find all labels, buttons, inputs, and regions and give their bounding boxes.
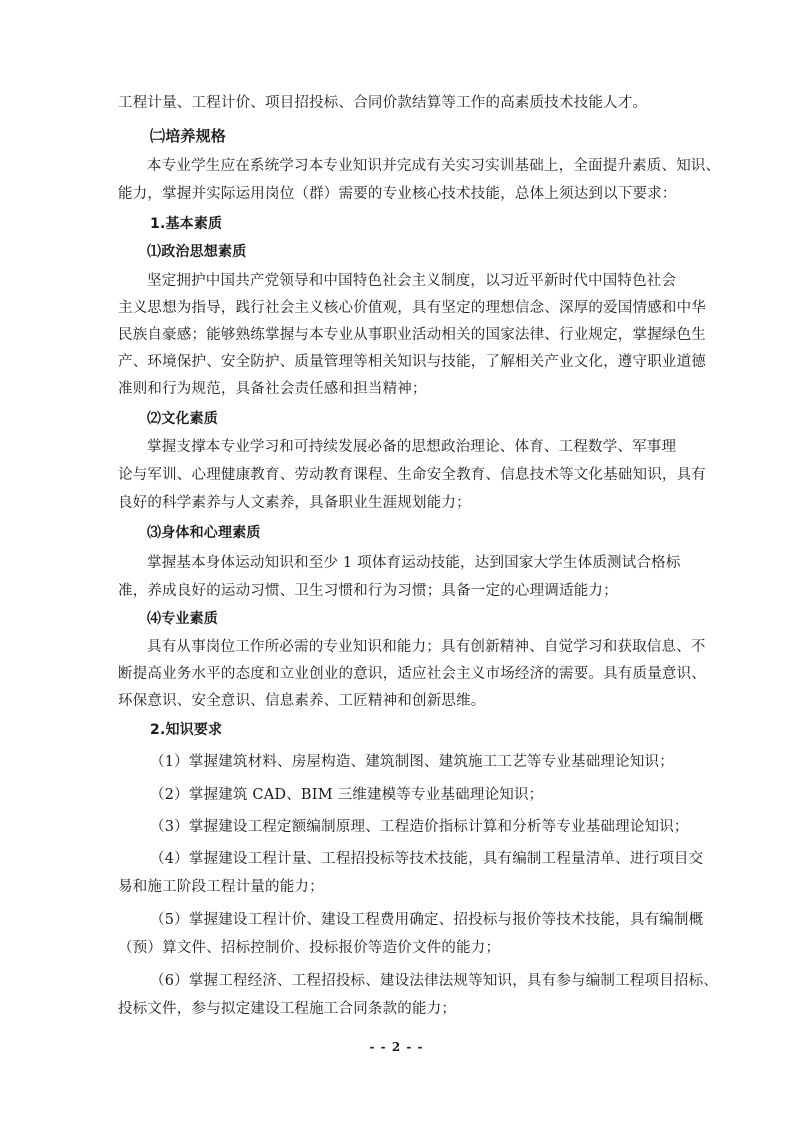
paragraph-line: 产、环境保护、安全防护、质量管理等相关知识与技能，了解相关产业文化，遵守职业道德 [118, 354, 706, 370]
list-item: （1）掌握建筑材料、房屋构造、建筑制图、建筑施工工艺等专业基础理论知识； [150, 754, 674, 770]
list-item: （6）掌握工程经济、工程招投标、建设法律法规等知识，具有参与编制工程项目招标、 [150, 973, 719, 989]
item-heading: ⑶身体和心理素质 [147, 525, 261, 541]
list-item: （预）算文件、招标控制价、投标报价等造价文件的能力； [118, 940, 501, 956]
paragraph-line: 本专业学生应在系统学习本专业知识并完成有关实习实训基础上，全面提升素质、知识、 [147, 158, 721, 174]
list-item: 易和施工阶段工程计量的能力； [118, 879, 324, 895]
paragraph-line: 掌握基本身体运动知识和至少 1 项体育运动技能，达到国家大学生体质测试合格标 [147, 555, 681, 571]
list-item: （5）掌握建设工程计价、建设工程费用确定、招投标与报价等技术技能，具有编制概 [150, 912, 704, 928]
item-heading: ⑷专业素质 [147, 611, 218, 627]
list-item: 投标文件，参与拟定建设工程施工合同条款的能力； [118, 1001, 457, 1017]
subsection-heading: 1.基本素质 [150, 216, 223, 232]
list-item: （4）掌握建设工程计量、工程招投标等技术技能，具有编制工程量清单、进行项目交 [150, 851, 704, 867]
paragraph-line: 能力，掌握并实际运用岗位（群）需要的专业核心技术技能，总体上须达到以下要求： [118, 186, 677, 202]
paragraph-line: 具有从事岗位工作所必需的专业知识和能力；具有创新精神、自觉学习和获取信息、不 [147, 639, 706, 655]
paragraph-line: 坚定拥护中国共产党领导和中国特色社会主义制度，以习近平新时代中国特色社会 [147, 273, 677, 289]
paragraph-line: 环保意识、安全意识、信息素养、工匠精神和创新思维。 [118, 693, 486, 709]
paragraph-line: 工程计量、工程计价、项目招投标、合同价款结算等工作的高素质技术技能人才。 [118, 95, 648, 111]
page-number: - - 2 - - [369, 1040, 424, 1054]
item-heading: ⑴政治思想素质 [147, 244, 247, 260]
list-item: （3）掌握建设工程定额编制原理、工程造价指标计算和分析等专业基础理论知识； [150, 819, 689, 835]
paragraph-line: 论与军训、心理健康教育、劳动教育课程、生命安全教育、信息技术等文化基础知识，具有 [118, 467, 706, 483]
paragraph-line: 良好的科学素养与人文素养，具备职业生涯规划能力； [118, 495, 471, 511]
paragraph-line: 民族自豪感；能够熟练掌握与本专业从事职业活动相关的国家法律、行业规定，掌握绿色生 [118, 327, 706, 343]
section-heading: ㈡培养规格 [150, 127, 227, 145]
paragraph-line: 准，养成良好的运动习惯、卫生习惯和行为习惯；具备一定的心理调适能力； [118, 583, 618, 599]
list-item: （2）掌握建筑 CAD、BIM 三维建模等专业基础理论知识； [150, 787, 544, 803]
paragraph-line: 主义思想为指导，践行社会主义核心价值观，具有坚定的理想信念、深厚的爱国情感和中华 [118, 300, 706, 316]
item-heading: ⑵文化素质 [147, 411, 218, 427]
paragraph-line: 断提高业务水平的态度和立业创业的意识，适应社会主义市场经济的需要。具有质量意识、 [118, 666, 706, 682]
paragraph-line: 准则和行为规范，具备社会责任感和担当精神； [118, 381, 427, 397]
subsection-heading: 2.知识要求 [150, 722, 223, 738]
paragraph-line: 掌握支撑本专业学习和可持续发展必备的思想政治理论、体育、工程数学、军事理 [147, 439, 677, 455]
